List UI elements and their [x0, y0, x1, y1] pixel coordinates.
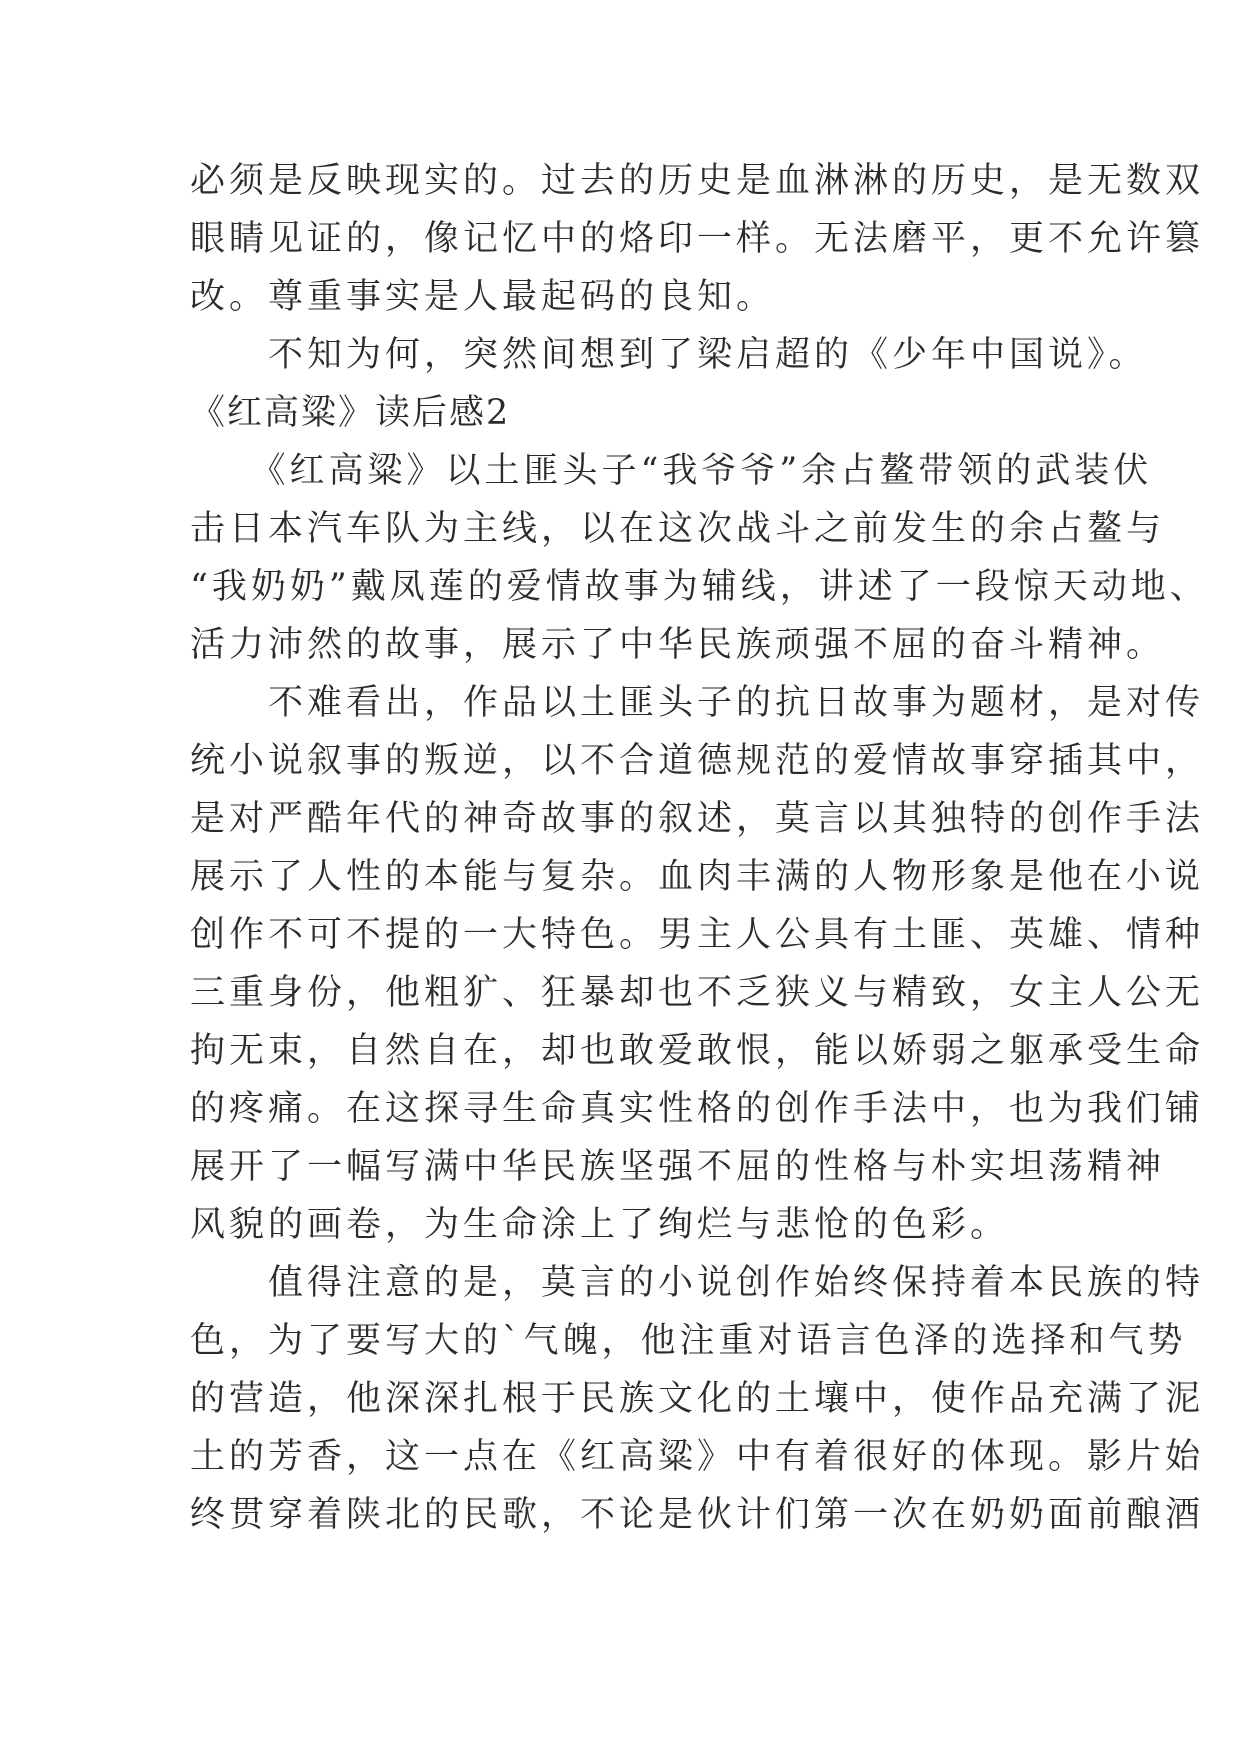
paragraph — [190, 1254, 1205, 1544]
paragraph-line: 土的芳香，这一点在《红高粱》中有着很好的体现。影片始 — [190, 1437, 1205, 1477]
document-body — [190, 152, 1209, 1544]
heading-line: 《红高粱》读后感2 — [190, 393, 511, 433]
paragraph-line: 的疼痛。在这探寻生命真实性格的创作手法中，也为我们铺 — [190, 1089, 1205, 1129]
paragraph-line: 展示了人性的本能与复杂。血肉丰满的人物形象是他在小说 — [190, 857, 1205, 897]
paragraph-line: 眼睛见证的，像记忆中的烙印一样。无法磨平，更不允许篡 — [190, 219, 1205, 259]
paragraph-line: 三重身份，他粗犷、狂暴却也不乏狭义与精致，女主人公无 — [190, 973, 1205, 1013]
paragraph-line: 终贯穿着陕北的民歌，不论是伙计们第一次在奶奶面前酿酒 — [190, 1495, 1205, 1535]
section-heading — [190, 384, 1050, 442]
paragraph-line: 《红高粱》以土匪头子“我爷爷”余占鳌带领的武装伏 — [190, 451, 1153, 491]
paragraph-line: 的营造，他深深扎根于民族文化的土壤中，使作品充满了泥 — [190, 1379, 1205, 1419]
paragraph-line: “我奶奶”戴凤莲的爱情故事为辅线，讲述了一段惊天动地、 — [190, 567, 1209, 607]
paragraph-line: 不难看出，作品以土匪头子的抗日故事为题材，是对传 — [190, 683, 1205, 723]
paragraph-line: 统小说叙事的叛逆，以不合道德规范的爱情故事穿插其中， — [190, 741, 1205, 781]
paragraph-line: 必须是反映现实的。过去的历史是血淋淋的历史，是无数双 — [190, 161, 1205, 201]
paragraph-line: 展开了一幅写满中华民族坚强不屈的性格与朴实坦荡精神 — [190, 1147, 1166, 1187]
paragraph-line: 是对严酷年代的神奇故事的叙述，莫言以其独特的创作手法 — [190, 799, 1205, 839]
paragraph-line: 色，为了要写大的`气魄，他注重对语言色泽的选择和气势 — [190, 1321, 1187, 1361]
paragraph-line: 击日本汽车队为主线，以在这次战斗之前发生的余占鳌与 — [190, 509, 1166, 549]
paragraph-line: 值得注意的是，莫言的小说创作始终保持着本民族的特 — [190, 1263, 1205, 1303]
paragraph — [190, 152, 1205, 326]
paragraph — [190, 442, 1209, 674]
paragraph-line: 改。尊重事实是人最起码的良知。 — [190, 277, 776, 317]
paragraph-line: 拘无束，自然自在，却也敢爱敢恨，能以娇弱之躯承受生命 — [190, 1031, 1205, 1071]
paragraph-line: 风貌的画卷，为生命涂上了绚烂与悲怆的色彩。 — [190, 1205, 1010, 1245]
paragraph-line: 不知为何，突然间想到了梁启超的《少年中国说》。 — [190, 335, 1148, 375]
paragraph — [190, 674, 1205, 1254]
paragraph — [190, 326, 1148, 384]
paragraph-line: 创作不可不提的一大特色。男主人公具有土匪、英雄、情种 — [190, 915, 1205, 955]
paragraph-line: 活力沛然的故事，展示了中华民族顽强不屈的奋斗精神。 — [190, 625, 1166, 665]
